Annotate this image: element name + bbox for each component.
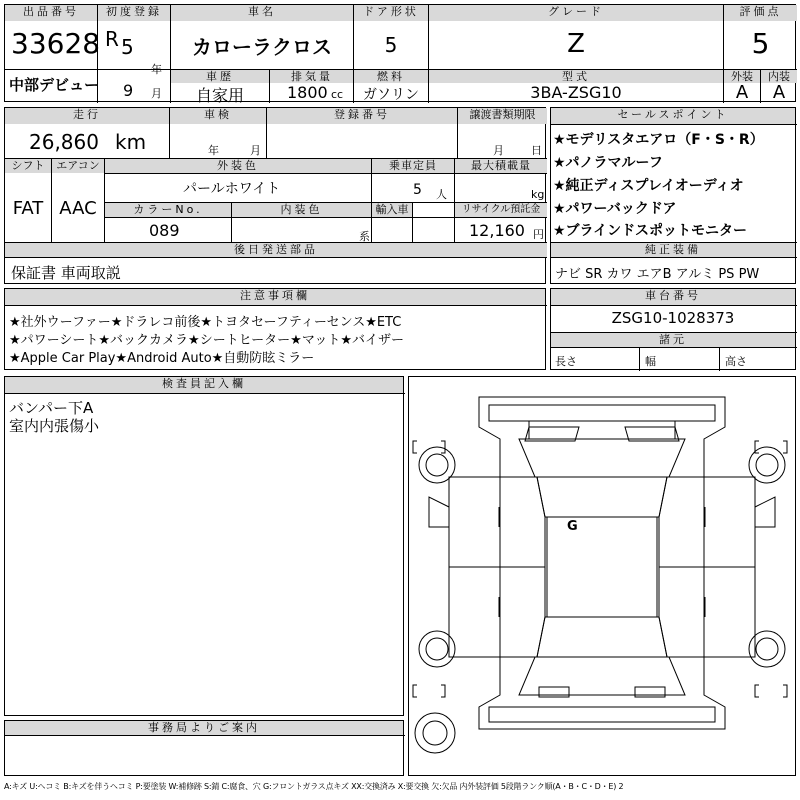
- ext-color: パールホワイト: [183, 181, 281, 197]
- int-color-label: 内装色: [232, 203, 371, 217]
- car-name-label: 車名: [171, 5, 353, 21]
- mileage: 26,860: [29, 130, 99, 154]
- doors: 5: [384, 33, 398, 57]
- interior-grade: A: [772, 82, 786, 103]
- office-block: [4, 720, 404, 776]
- insp-year-unit: 年: [208, 144, 219, 157]
- aircon-label: エアコン: [52, 159, 104, 173]
- year-unit: 年: [151, 63, 162, 76]
- score: 5: [751, 27, 770, 60]
- transfer-month-unit: 月: [493, 144, 504, 157]
- color-no-label: カラーNo.: [105, 203, 231, 217]
- mileage-label: 走行: [5, 108, 169, 124]
- grade-label: グレード: [429, 5, 723, 21]
- shift-label: シフト: [5, 159, 51, 173]
- interior-label: 内装: [761, 70, 797, 83]
- displacement-label: 排気量: [270, 70, 354, 83]
- capacity: 5: [413, 182, 422, 198]
- color-no: 089: [149, 221, 180, 240]
- sales-point: ★パノラマルーフ: [553, 155, 663, 171]
- office-label: 事務局よりご案内: [5, 721, 403, 735]
- month-num: 9: [123, 81, 134, 100]
- sales-label: セールスポイント: [551, 108, 795, 124]
- chassis-block: [550, 288, 796, 370]
- year-num: 5: [121, 35, 134, 59]
- exterior-grade: A: [735, 82, 749, 103]
- exterior-label: 外装: [724, 70, 760, 83]
- grade: Z: [567, 29, 585, 59]
- equip-label: 純正装備: [551, 243, 795, 257]
- later-parts-label: 後日発送部品: [5, 243, 547, 257]
- inspector-label: 検査員記入欄: [5, 377, 403, 393]
- load-label: 最大積載量: [455, 159, 547, 173]
- legend-footer: A:キズ U:ヘコミ B:キズを伴うヘコミ P:要塗装 W:補修跡 S:錆 C:腐食、穴 G:フロントガラス点キズ XX:交換済み X:要交換 欠:欠品 内外装評価 5段階ランク順(A・B・C・D・E) 2: [4, 782, 624, 791]
- displacement: 1800: [287, 83, 328, 102]
- int-color-unit: 系: [359, 230, 370, 243]
- score-label: 評価点: [724, 5, 797, 21]
- inspector-line: バンパー下A: [9, 399, 94, 417]
- note-line: ★パワーシート★バックカメラ★シートヒーター★マット★バイザー: [9, 333, 404, 348]
- door-label: ドア形状: [354, 5, 428, 21]
- inspection-label: 車検: [170, 108, 266, 124]
- capacity-label: 乗車定員: [372, 159, 454, 173]
- lot-label: 出品番号: [5, 5, 97, 21]
- fuel: ガソリン: [363, 87, 419, 103]
- header-block: [4, 4, 796, 105]
- fuel-label: 燃料: [354, 70, 428, 83]
- note-line: ★Apple Car Play★Android Auto★自動防眩ミラー: [9, 351, 315, 366]
- car-diagram: [408, 376, 796, 776]
- length-label: 長さ: [555, 355, 577, 368]
- sales-point: ★モデリスタエアロ（F・S・R）: [553, 132, 764, 148]
- sales-point: ★純正ディスプレイオーディオ: [553, 178, 744, 194]
- recycle-label: リサイクル預託金: [455, 203, 547, 217]
- notes-label: 注意事項欄: [5, 289, 545, 305]
- chassis-number: ZSG10-1028373: [611, 309, 735, 327]
- ext-color-label: 外装色: [105, 159, 371, 173]
- equipment: ナビ SR カワ エアB アルミ PS PW: [555, 267, 760, 282]
- lot-number: 33628: [11, 27, 101, 60]
- recycle: 12,160: [469, 221, 525, 240]
- history-label: 車歴: [171, 70, 269, 83]
- transfer-label: 譲渡書類期限: [458, 108, 547, 124]
- inspector-line: 室内内張傷小: [9, 417, 100, 435]
- car-name: カローラクロス: [192, 35, 332, 59]
- first-reg-label: 初度登録: [98, 5, 170, 21]
- displacement-unit: cc: [331, 88, 344, 101]
- model-label: 型式: [429, 70, 723, 83]
- venue: 中部デビュー: [9, 76, 100, 94]
- import-label: 輸入車: [372, 203, 412, 217]
- model: 3BA-ZSG10: [530, 83, 622, 102]
- transfer-day-unit: 日: [531, 144, 542, 157]
- height-label: 高さ: [725, 355, 747, 368]
- mileage-unit: km: [115, 130, 147, 154]
- era: R: [105, 27, 119, 51]
- car-outline-diagram: [409, 377, 795, 775]
- capacity-unit: 人: [436, 188, 447, 201]
- shift: FAT: [12, 198, 44, 219]
- chassis-label: 車台番号: [551, 289, 795, 305]
- history: 自家用: [195, 86, 244, 105]
- glass-mark: G: [567, 519, 578, 534]
- recycle-unit: 円: [533, 228, 544, 241]
- sales-points-block: [550, 107, 796, 284]
- notes-block: [4, 288, 546, 370]
- vehicle-info-block: [4, 107, 546, 284]
- plate-label: 登録番号: [267, 108, 457, 124]
- note-line: ★社外ウーファー★ドラレコ前後★トヨタセーフティーセンス★ETC: [9, 315, 402, 330]
- aircon: AAC: [59, 198, 97, 219]
- month-unit: 月: [151, 87, 162, 100]
- sales-point: ★ブラインドスポットモニター: [553, 223, 747, 239]
- load-unit: kg: [531, 188, 545, 201]
- spec-label: 諸元: [551, 333, 795, 347]
- insp-month-unit: 月: [250, 144, 261, 157]
- sales-point: ★パワーバックドア: [553, 201, 677, 217]
- width-label: 幅: [645, 355, 656, 368]
- later-parts: 保証書 車両取説: [11, 264, 121, 282]
- inspector-block: [4, 376, 404, 716]
